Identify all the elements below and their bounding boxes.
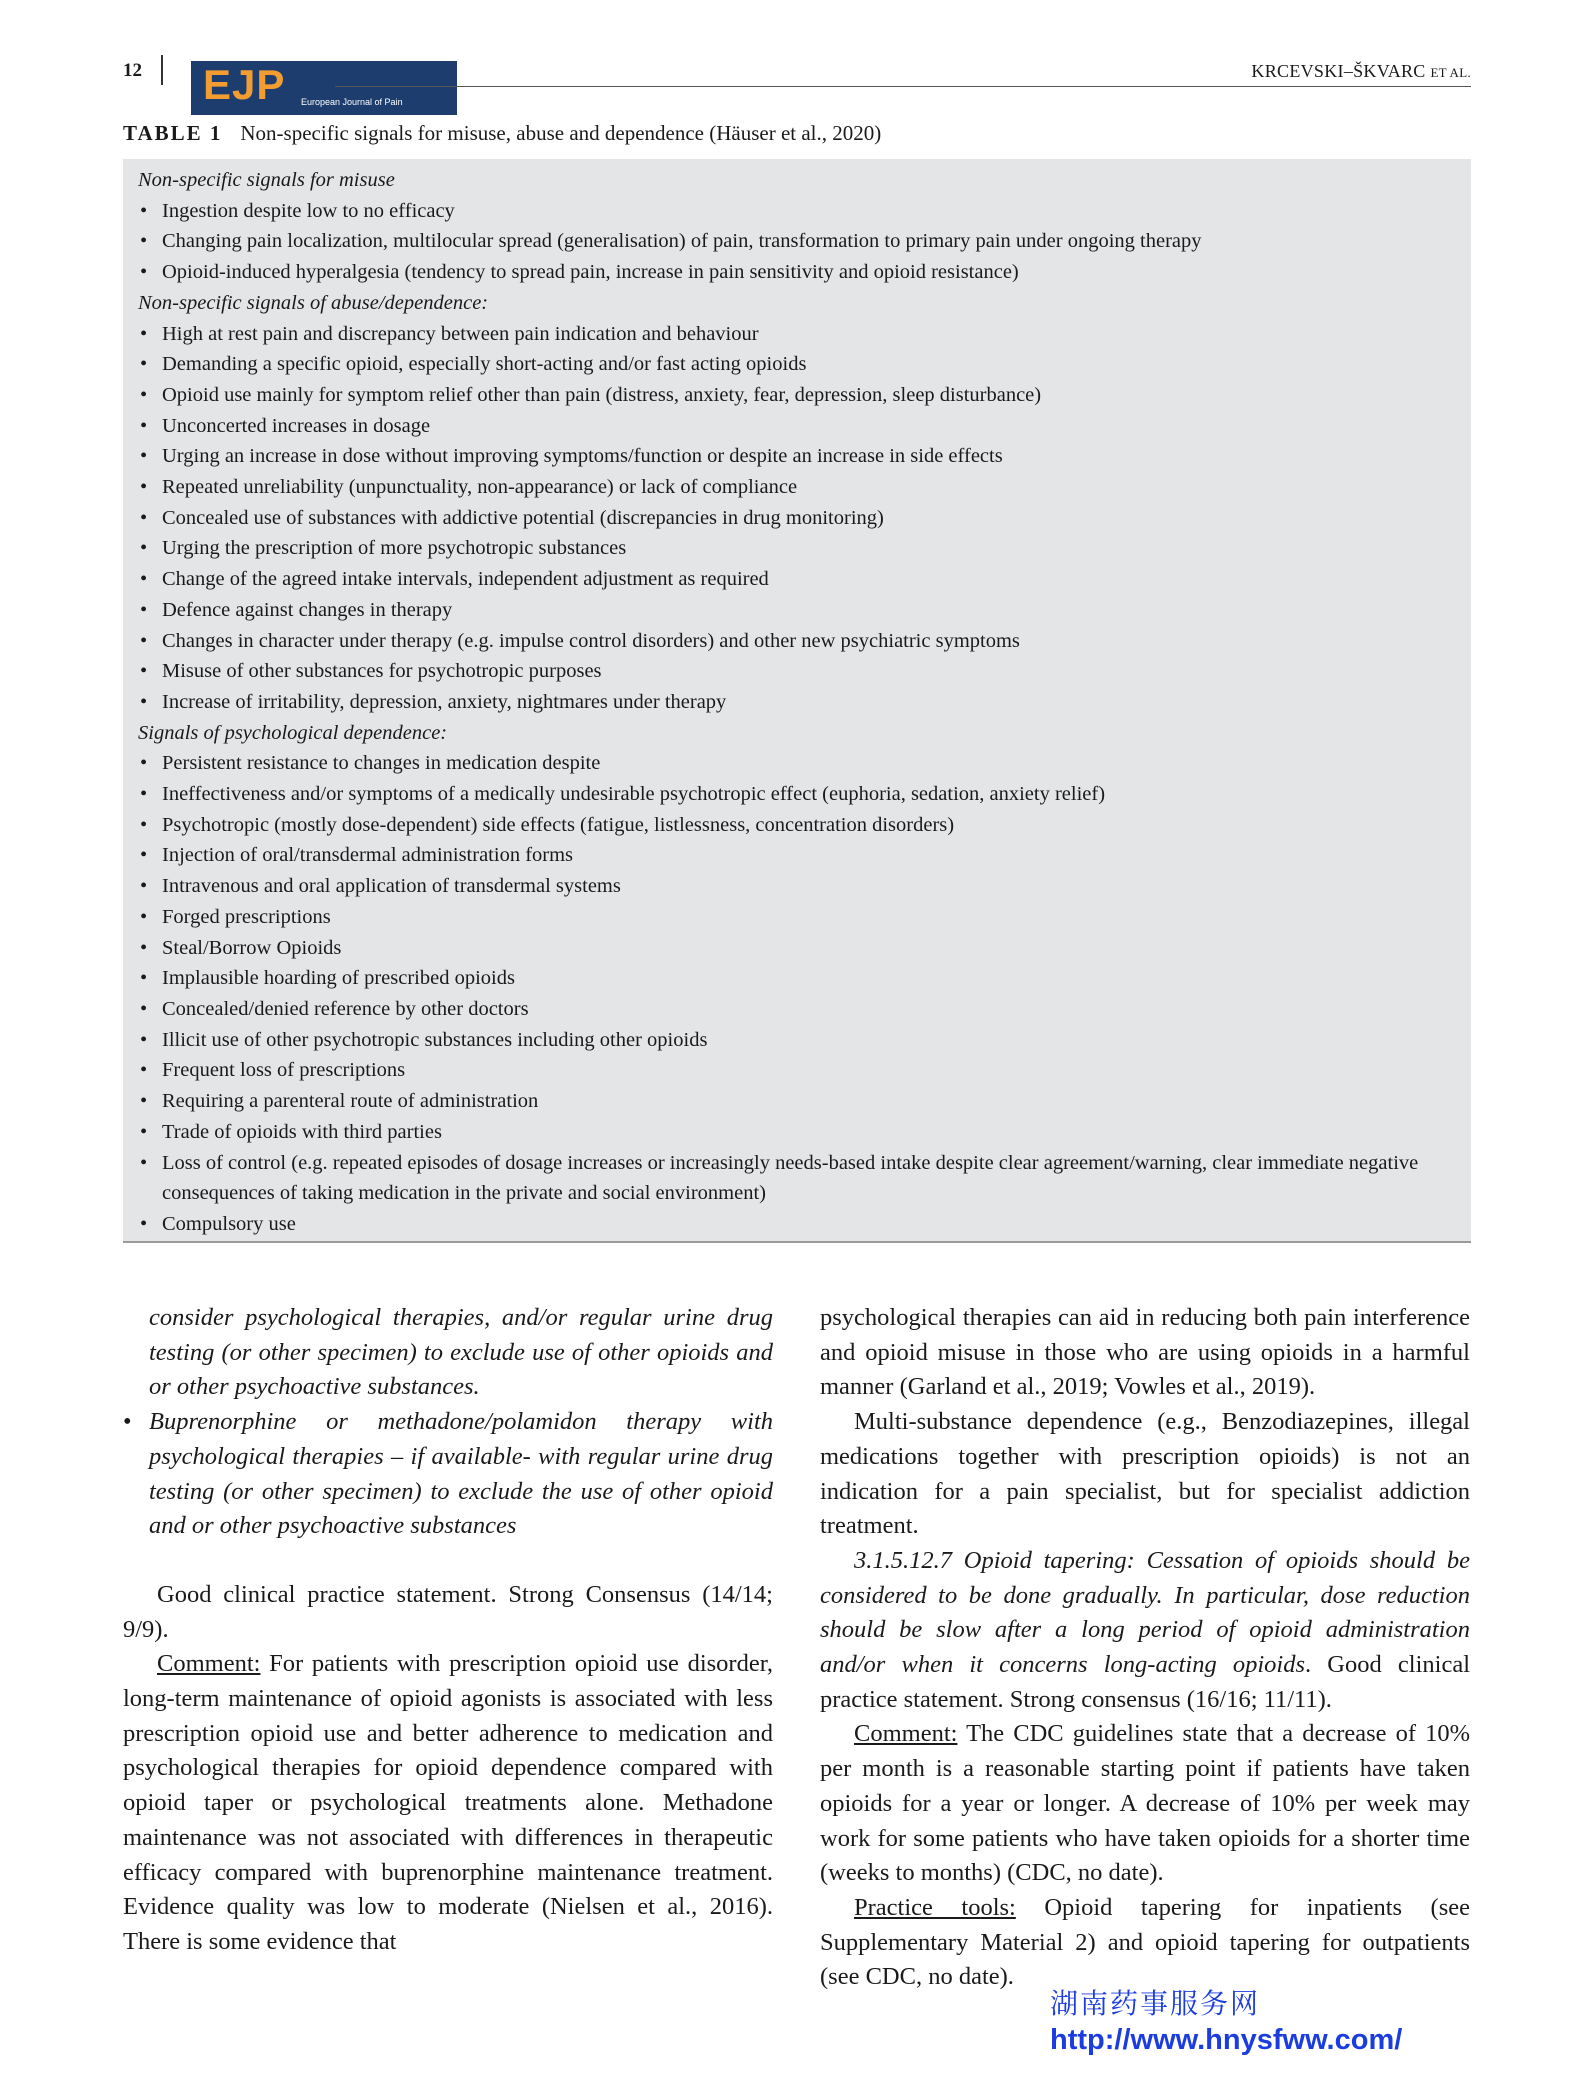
table-list-item: • Injection of oral/transdermal administration forms — [138, 840, 1458, 871]
table-list-item: • Repeated unreliability (unpunctuality, non-appearance) or lack of compliance — [138, 472, 1458, 503]
table-list-item: • Misuse of other substances for psychotropic purposes — [138, 656, 1458, 687]
running-head — [1251, 61, 1471, 82]
table-list-item: • Implausible hoarding of prescribed opioids — [138, 963, 1458, 994]
running-head-suffix: ET AL. — [1430, 65, 1471, 80]
comment-text: For patients with prescription opioid use disorder, long-term maintenance of opioid agonists is associated with less prescription opioid use and better adherence to medication and psychological therapies for opioid dependence compared with opioid taper or psychological treatments alone. Methadone maintenance was not associated with differences in therapeutic efficacy compared with buprenorphine maintenance treatment. Evidence quality was low to moderate (Nielsen et al., 2016). There is some evidence that — [123, 1650, 773, 1955]
page-header — [123, 58, 1471, 108]
table-list-item: • Opioid-induced hyperalgesia (tendency to spread pain, increase in pain sensitivity and opioid resistance) — [138, 257, 1458, 288]
left-column — [123, 1301, 773, 1960]
practice-tools-label: Practice tools: — [854, 1893, 1016, 1921]
table-list-item: • Psychotropic (mostly dose-dependent) side effects (fatigue, listlessness, concentration disorders) — [138, 810, 1458, 841]
table-caption-text: Non-specific signals for misuse, abuse and dependence (Häuser et al., 2020) — [240, 121, 882, 145]
table-list-item: • Requiring a parenteral route of administration — [138, 1086, 1458, 1117]
list-item — [123, 1405, 773, 1544]
comment-label: Comment: — [157, 1650, 261, 1678]
table-list-item: • Urging the prescription of more psychotropic substances — [138, 533, 1458, 564]
table-list-item: • Unconcerted increases in dosage — [138, 411, 1458, 442]
comment-paragraph — [820, 1717, 1470, 1891]
watermark-chinese: 湖南药事服务网 — [1050, 1987, 1261, 2020]
table-list-item: • Ingestion despite low to no efficacy — [138, 196, 1458, 227]
table-section-heading: Signals of psychological dependence: — [138, 721, 448, 744]
table-list-item: • Trade of opioids with third parties — [138, 1117, 1458, 1148]
practice-tools-text: Opioid tapering for inpatients (see Supplementary Material 2) and opioid tapering for outpatients (see CDC, no date). — [820, 1893, 1470, 1991]
table-list-item: • Persistent resistance to changes in medication despite — [138, 748, 1458, 779]
running-head-authors: KRCEVSKI–ŠKVARC — [1251, 61, 1426, 81]
table-list-item: • Loss of control (e.g. repeated episodes of dosage increases or increasingly needs-based intake despite clear agreement/warning, clear immediate negative consequences of taking medication in the private and social environment) — [138, 1148, 1458, 1209]
table-signal-list — [138, 165, 1458, 1240]
table-list-item: • Urging an increase in dose without improving symptoms/function or despite an increase in side effects — [138, 441, 1458, 472]
watermark-url[interactable]: http://www.hnysfww.com/ — [1050, 2024, 1403, 2056]
logo-subtext: European Journal of Pain — [301, 97, 403, 107]
table-list-item: • Concealed/denied reference by other doctors — [138, 994, 1458, 1025]
table-caption — [123, 121, 881, 146]
comment-label: Comment: — [854, 1720, 958, 1748]
table-list-item: • Intravenous and oral application of transdermal systems — [138, 871, 1458, 902]
comment-paragraph — [123, 1647, 773, 1959]
header-rule — [335, 86, 1471, 87]
spacer — [123, 1544, 773, 1578]
page-number: 12 — [123, 60, 142, 81]
table-list-item: • Defence against changes in therapy — [138, 595, 1458, 626]
table-list-item: • Changes in character under therapy (e.g. impulse control disorders) and other new psychiatric symptoms — [138, 626, 1458, 657]
table-section-heading: Non-specific signals of abuse/dependence: — [138, 291, 489, 314]
table-list-item: • Forged prescriptions — [138, 902, 1458, 933]
section-3-1-5-12-7 — [820, 1544, 1470, 1718]
table-list-item: • Change of the agreed intake intervals, independent adjustment as required — [138, 564, 1458, 595]
statement-paragraph: Good clinical practice statement. Strong Consensus (14/14; 9/9). — [123, 1580, 773, 1643]
comment-text: The CDC guidelines state that a decrease of 10% per month is a reasonable starting point if patients have taken opioids for a year or longer. A decrease of 10% per week may work for some patients who have taken opioids for a shorter time (weeks to months) (CDC, no date). — [820, 1720, 1470, 1887]
table-list-item: • Steal/Borrow Opioids — [138, 933, 1458, 964]
table-list-item: • Opioid use mainly for symptom relief other than pain (distress, anxiety, fear, depression, sleep disturbance) — [138, 380, 1458, 411]
section-italic-text: 3.1.5.12.7 Opioid tapering: Cessation of opioids should be considered to be done gradually. In particular, dose reduction should be slow after a long period of opioid administration and/or when it concerns long-acting opioids — [820, 1546, 1470, 1679]
bullet-text: Buprenorphine or methadone/polamidon therapy with psychological therapies – if available- with regular urine drug testing (or other specimen) to exclude the use of other opioid and or other psychoactive substances — [149, 1408, 773, 1540]
bullet-icon: • — [123, 1408, 132, 1436]
table-list-item: • Ineffectiveness and/or symptoms of a medically undesirable psychotropic effect (euphoria, sedation, anxiety relief) — [138, 779, 1458, 810]
table-list-item: • Illicit use of other psychotropic substances including other opioids — [138, 1025, 1458, 1056]
section-tail-text: . Good clinical practice statement. Strong consensus (16/16; 11/11). — [820, 1651, 1471, 1713]
journal-logo — [191, 61, 457, 115]
table-section-heading: Non-specific signals for misuse — [138, 169, 395, 191]
table-list-item: • Compulsory use — [138, 1209, 1458, 1240]
table-label: TABLE 1 — [123, 121, 223, 145]
table-list-item: • High at rest pain and discrepancy between pain indication and behaviour — [138, 319, 1458, 350]
table-list-item: • Concealed use of substances with addictive potential (discrepancies in drug monitoring) — [138, 503, 1458, 534]
watermark — [1050, 1982, 1490, 2057]
table-list-item: • Changing pain localization, multilocular spread (generalisation) of pain, transformation to primary pain under ongoing therapy — [138, 226, 1458, 257]
header-divider — [161, 55, 163, 85]
table-list-item: • Demanding a specific opioid, especially short-acting and/or fast acting opioids — [138, 349, 1458, 380]
table-list-item: • Frequent loss of prescriptions — [138, 1055, 1458, 1086]
right-column — [820, 1301, 1470, 1995]
practice-tools-paragraph — [820, 1891, 1470, 1995]
table-1 — [123, 159, 1471, 1243]
table-list-item: • Increase of irritability, depression, anxiety, nightmares under therapy — [138, 687, 1458, 718]
continued-bullet-text: consider psychological therapies, and/or regular urine drug testing (or other specimen) to exclude use of other opioids and or other psychoactive substances. — [149, 1304, 773, 1401]
paragraph-2: Multi-substance dependence (e.g., Benzodiazepines, illegal medications together with prescription opioids) is not an indication for a pain specialist, but for specialist addiction treatment. — [820, 1408, 1470, 1540]
paragraph-1: psychological therapies can aid in reducing both pain interference and opioid misuse in those who are using opioids in a harmful manner (Garland et al., 2019; Vowles et al., 2019). — [820, 1304, 1470, 1401]
logo-text: EJP — [203, 61, 286, 108]
